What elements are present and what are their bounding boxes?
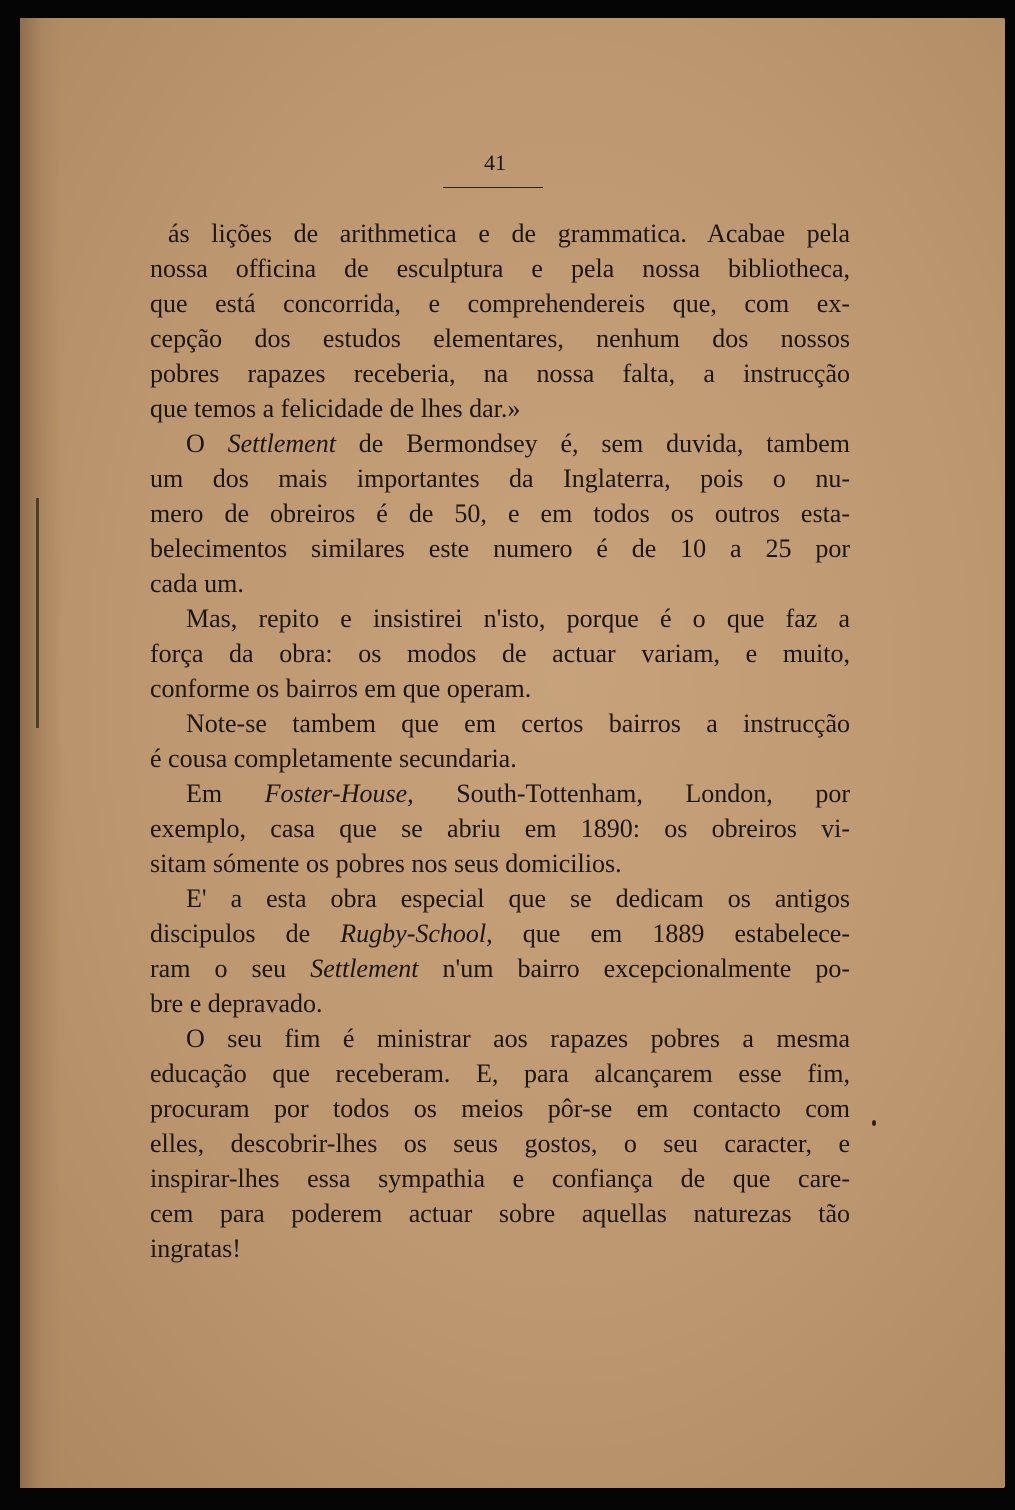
text-line: que está concorrida, e comprehendereis que, com ex- [150,289,850,318]
text-line: cepção dos estudos elementares, nenhum dos nossos [150,324,850,353]
text-line: educação que receberam. E, para alcançarem esse fim, [150,1059,850,1088]
ink-speck [872,1120,876,1126]
text-segment: n'um bairro excepcionalmente po- [418,954,850,983]
text-segment: South-Tottenham, London, por [413,779,851,808]
text-segment: Em [186,779,265,808]
text-line: Note-se tambem que em certos bairros a instrucção [186,709,850,738]
body-text [150,216,850,1266]
text-line [150,426,850,461]
text-line: elles, descobrir-lhes os seus gostos, o seu caracter, e [150,1129,850,1158]
italic-term: Rugby-School, [340,919,493,948]
text-line: é cousa completamente secundaria. [150,744,517,773]
page-number-rule [443,187,543,188]
binding-mark [36,498,39,728]
text-line: que temos a felicidade de lhes dar.» [150,394,521,423]
text-line: inspirar-lhes essa sympathia e confiança de que care- [150,1164,850,1193]
text-line: um dos mais importantes da Inglaterra, pois o nu- [150,464,850,493]
text-line: sitam sómente os pobres nos seus domicilios. [150,849,622,878]
text-line [150,916,850,951]
text-line: belecimentos similares este numero é de 10 a 25 por [150,534,850,563]
text-segment: discipulos de [150,919,341,948]
page-number: 41 [484,150,506,175]
text-line: E' a esta obra especial que se dedicam os antigos [186,884,850,913]
text-line: O seu fim é ministrar aos rapazes pobres a mesma [186,1024,850,1053]
text-line: mero de obreiros é de 50, e em todos os outros esta- [150,499,850,528]
page-edge-shadow [20,18,62,1488]
text-line: Mas, repito e insistirei n'isto, porque é o que faz a [186,604,850,633]
text-line: procuram por todos os meios pôr-se em contacto com [150,1094,850,1123]
text-line: cada um. [150,569,244,598]
text-line [150,776,850,811]
text-line: nossa officina de esculptura e pela nossa bibliotheca, [150,254,850,283]
text-line: ás lições de arithmetica e de grammatica. Acabae pela [168,219,850,248]
text-line: bre e depravado. [150,989,323,1018]
text-line: ingratas! [150,1234,241,1263]
italic-term: Settlement [310,954,419,983]
text-line [150,951,850,986]
text-segment: ram o seu [150,954,311,983]
text-segment: que em 1889 estabelece- [492,919,850,948]
text-line: exemplo, casa que se abriu em 1890: os obreiros vi- [150,814,850,843]
text-line: força da obra: os modos de actuar variam, e muito, [150,639,850,668]
italic-term: Foster-House, [264,779,414,808]
text-line: cem para poderem actuar sobre aquellas naturezas tão [150,1199,850,1228]
text-line: conforme os bairros em que operam. [150,674,532,703]
text-line: pobres rapazes receberia, na nossa falta, a instrucção [150,359,850,388]
text-segment: de Bermondsey é, sem duvida, tambem [335,429,850,458]
text-segment: O [186,429,228,458]
italic-term: Settlement [227,429,336,458]
